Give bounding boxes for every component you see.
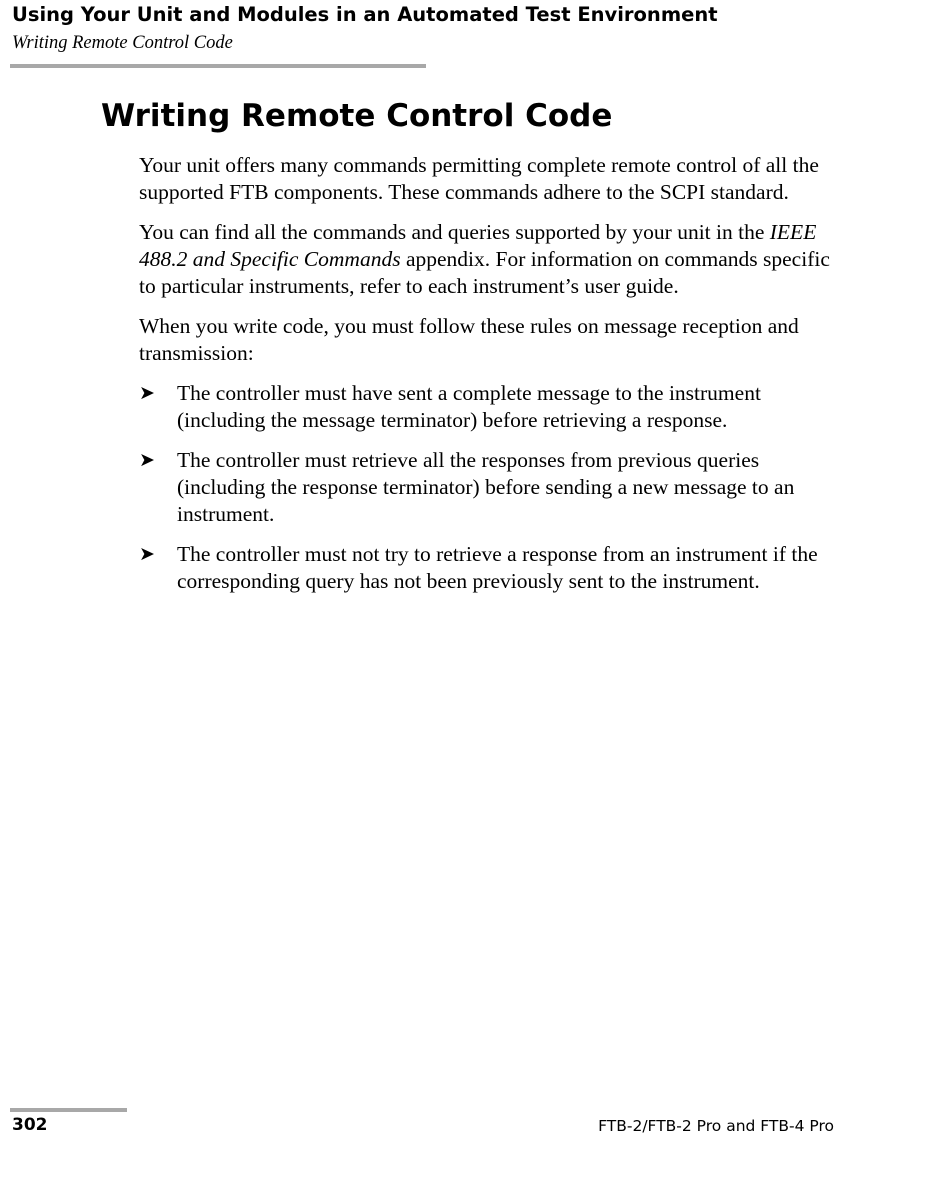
list-item [139,380,839,434]
footer-divider [10,1108,127,1112]
rules-intro-paragraph: When you write code, you must follow these rules on message reception and transmission: [139,314,799,365]
list-item-text: The controller must retrieve all the responses from previous queries (including the response terminator) before sending a new message to an instrument. [177,448,795,526]
section-subtitle: Writing Remote Control Code [12,33,233,53]
reference-text-before: You can find all the commands and queries supported by your unit in the [139,220,770,244]
list-item-text: The controller must not try to retrieve a response from an instrument if the corresponding query has not been previously sent to the instrument. [177,542,818,593]
rules-list [139,380,839,595]
list-item [139,541,839,595]
list-item [139,447,839,528]
arrow-bullet-icon: ➤ [139,449,155,471]
running-header [12,2,912,55]
arrow-bullet-icon: ➤ [139,543,155,565]
body-content [139,152,839,608]
reference-paragraph [139,219,839,300]
list-item-text: The controller must have sent a complete message to the instrument (including the message terminator) before retrieving a response. [177,381,761,432]
page-number: 302 [12,1115,48,1135]
arrow-bullet-icon: ➤ [139,382,155,404]
chapter-title: Using Your Unit and Modules in an Automated Test Environment [12,3,718,26]
header-divider [10,64,426,68]
intro-paragraph: Your unit offers many commands permitting complete remote control of all the supported FTB components. These commands adhere to the SCPI standard. [139,153,819,204]
product-name: FTB-2/FTB-2 Pro and FTB-4 Pro [598,1117,834,1135]
page-title: Writing Remote Control Code [101,98,613,134]
reference-text-after: appendix. For information on commands specific to particular instruments, refer to each instrument’s user guide. [139,247,830,298]
appendix-reference: IEEE 488.2 and Specific Commands [139,220,817,271]
